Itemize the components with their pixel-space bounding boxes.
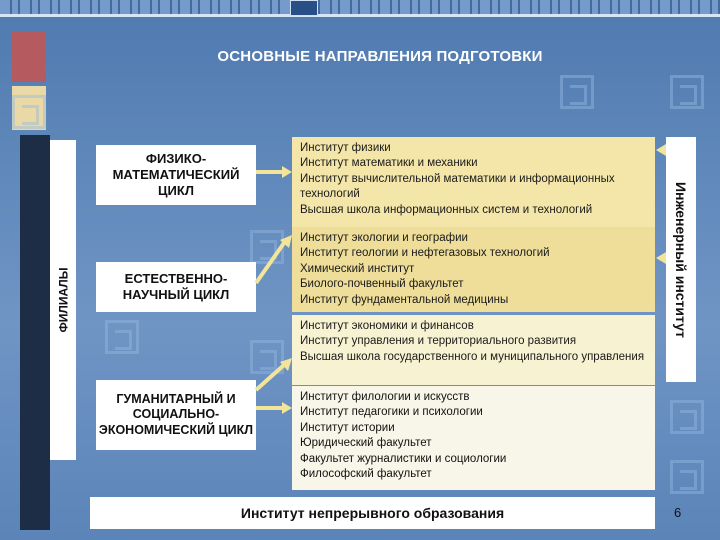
cycle-physmath-label: ФИЗИКО-МАТЕМАТИЧЕСКИЙ ЦИКЛ (112, 150, 240, 199)
engineering-label-wrap (666, 137, 696, 382)
institute-item: Юридический факультет (300, 437, 432, 450)
arrow-c2-g2 (256, 243, 284, 283)
institute-item: Биолого-почвенный факультет (300, 278, 464, 291)
arrow-head-c1-g1 (282, 166, 292, 178)
institute-item: Институт филологии и искусств (300, 391, 470, 403)
filialy-label: ФИЛИАЛЫ (56, 267, 70, 333)
institute-item: Институт физики (300, 142, 391, 154)
arrow-head-eng-g2 (656, 252, 666, 264)
continuing-education-label: Институт непрерывного образования (240, 505, 505, 521)
institute-item: Институт экологии и географии (300, 232, 468, 244)
institute-item: Химический институт (300, 262, 415, 275)
institute-group-4 (292, 386, 655, 490)
institute-group-2 (292, 227, 655, 312)
institute-item: Высшая школа государственного и муниципального управления (300, 350, 645, 363)
arrow-head-eng-g1 (656, 144, 666, 156)
cycle-natural-label: ЕСТЕСТВЕННО-НАУЧНЫЙ ЦИКЛ (122, 270, 230, 302)
institute-item: Институт геологии и нефтегазовых технологий (300, 247, 550, 260)
institute-item: Институт фундаментальной медицины (300, 293, 509, 306)
institute-item: Институт вычислительной математики и информационных технологий (300, 172, 615, 201)
institute-item: Высшая школа информационных систем и технологий (300, 203, 593, 216)
institute-item: Факультет журналистики и социологии (300, 452, 507, 465)
institute-group-3 (292, 315, 655, 385)
page-number: 6 (674, 505, 682, 520)
institute-group-1 (292, 137, 655, 227)
cycle-humanitarian-label: ГУМАНИТАРНЫЙ И СОЦИАЛЬНО-ЭКОНОМИЧЕСКИЙ ЦИКЛ (98, 391, 254, 437)
page-title: ОСНОВНЫЕ НАПРАВЛЕНИЯ ПОДГОТОВКИ (217, 48, 543, 65)
institute-item: Институт истории (300, 421, 395, 434)
engineering-label: Инженерный институт (673, 181, 690, 338)
institute-item: Институт педагогики и психологии (300, 406, 483, 419)
institute-item: Философский факультет (300, 468, 432, 481)
institute-item: Институт математики и механики (300, 157, 478, 170)
arrow-head-c3-g4 (282, 402, 292, 414)
arrow-c3-g3 (256, 365, 284, 390)
institute-item: Институт управления и территориального развития (300, 335, 577, 348)
institute-item: Институт экономики и финансов (300, 320, 474, 332)
continuing-education-box (90, 497, 655, 529)
